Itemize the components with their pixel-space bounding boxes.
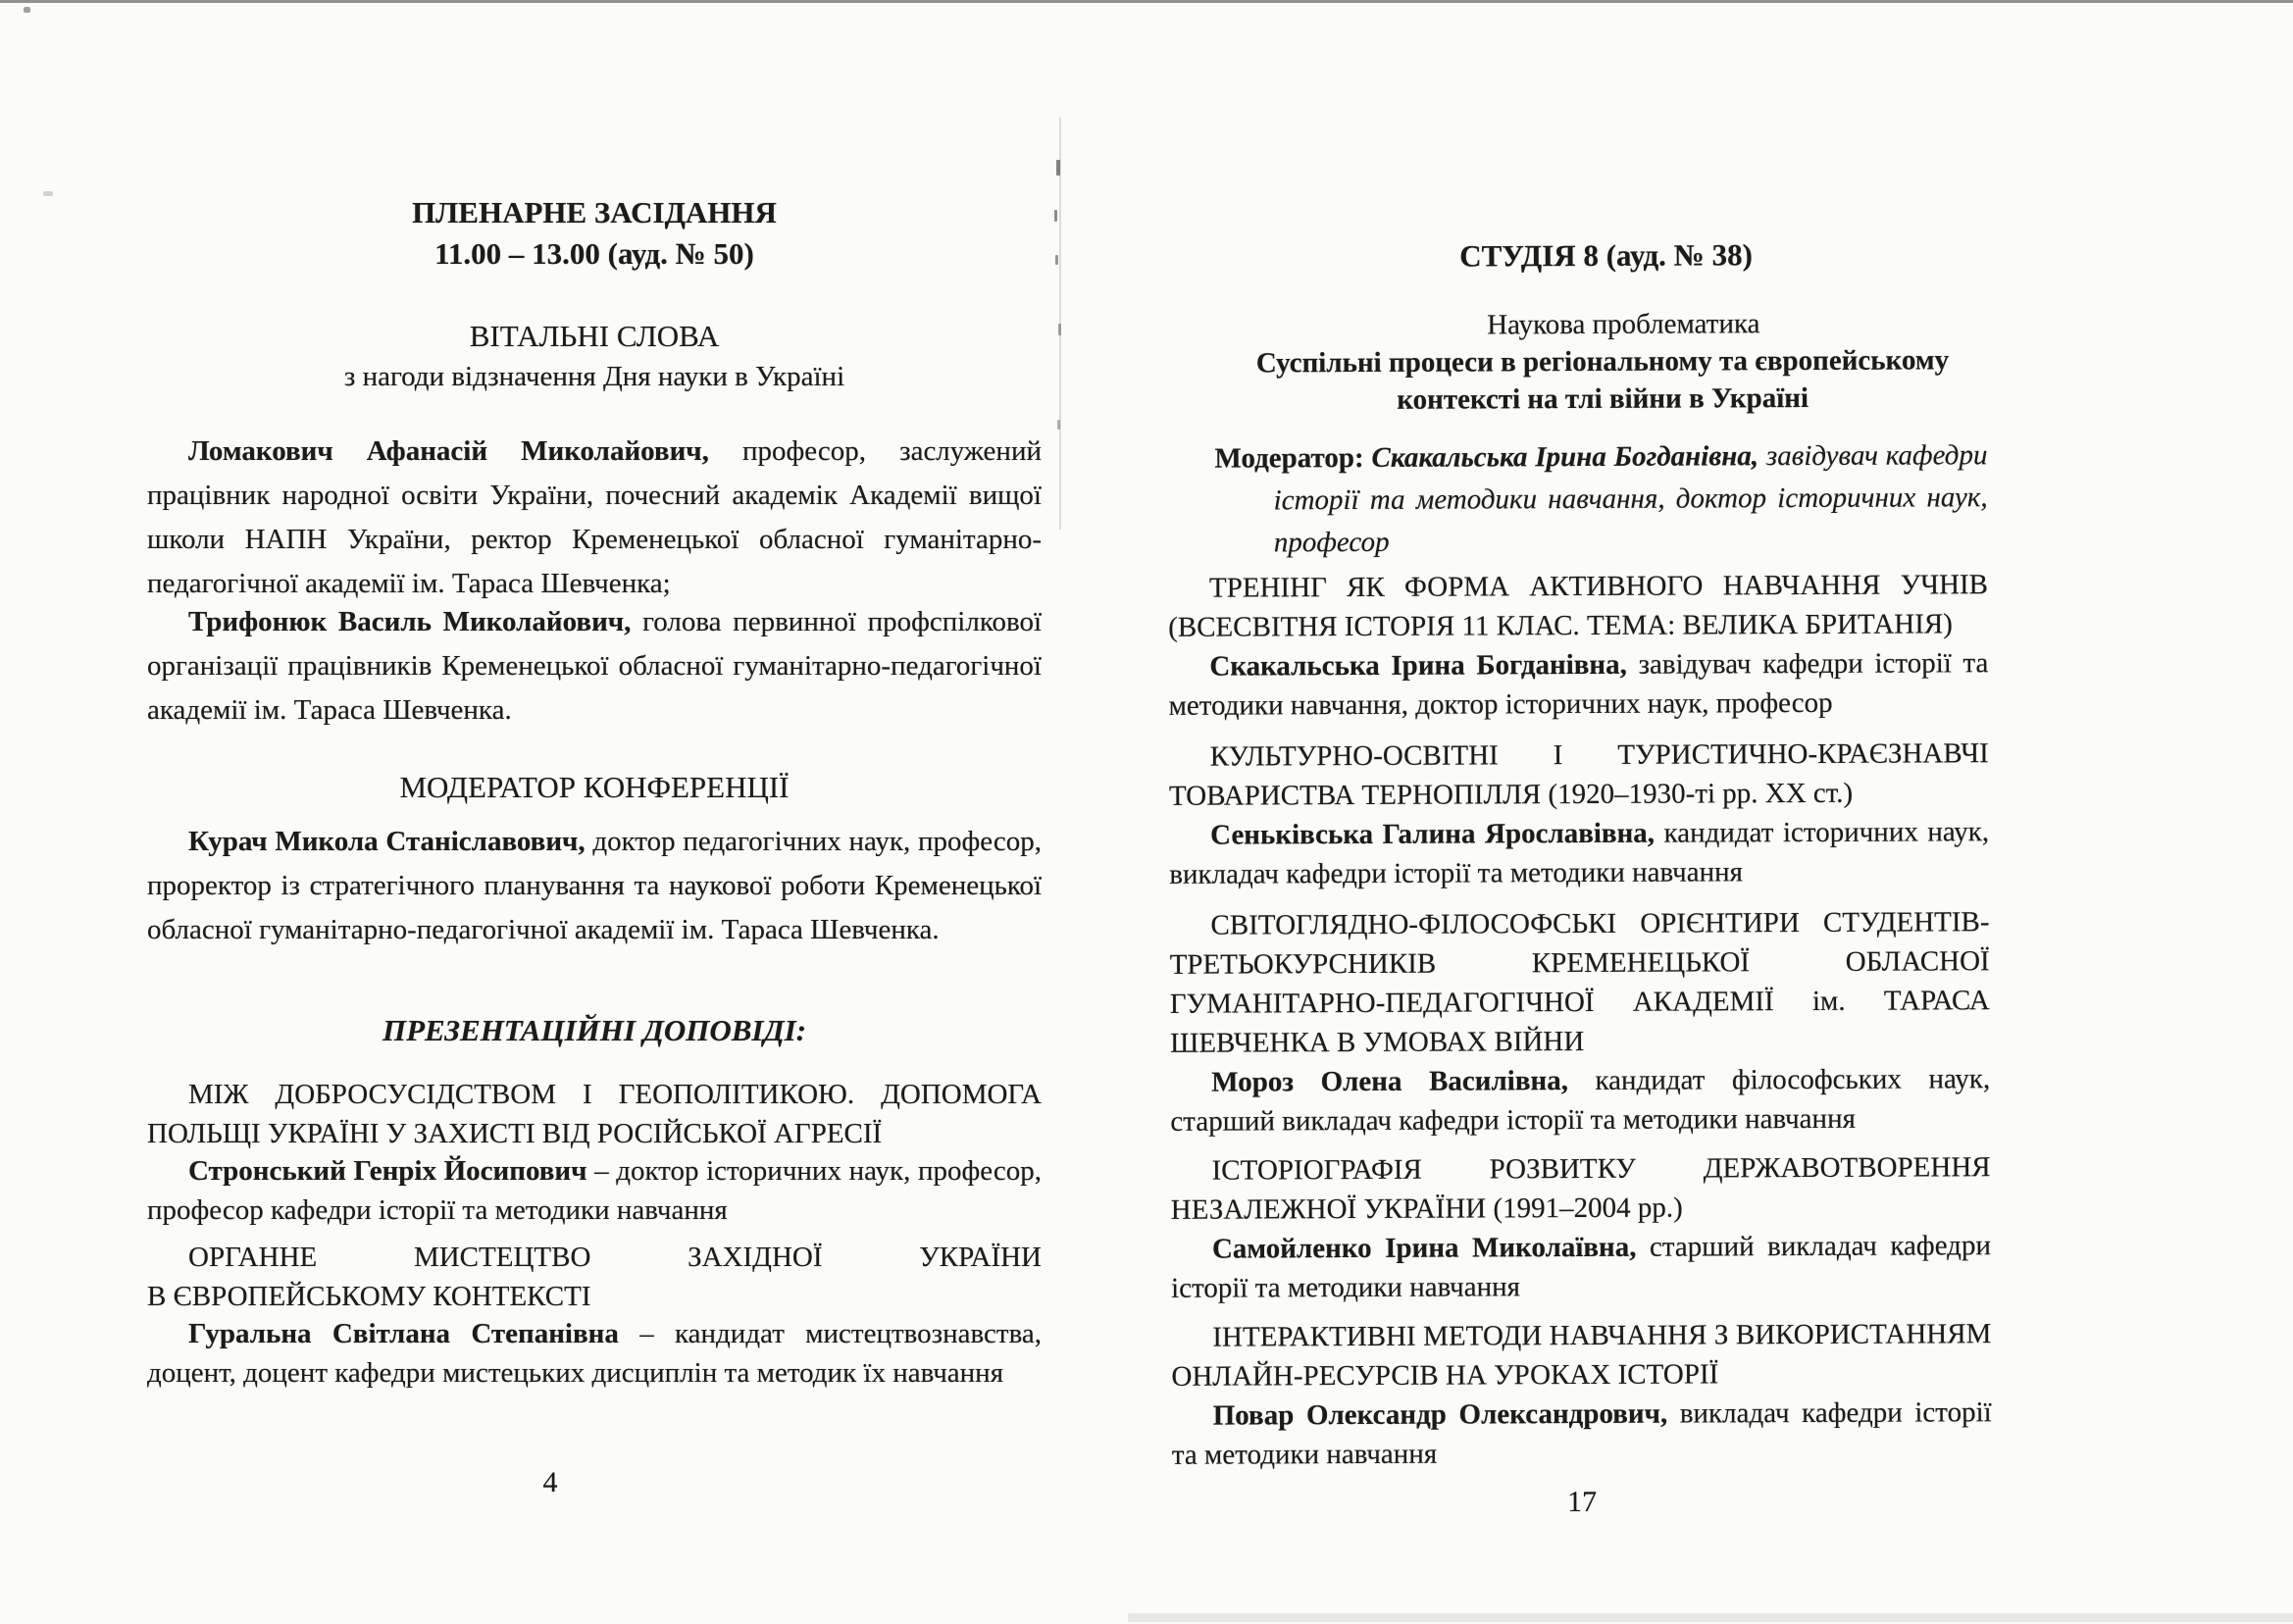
talk-title-line: ТРЕТЬОКУРСНИКІВ КРЕМЕНЕЦЬКОЇ ОБЛАСНОЇ: [1169, 945, 1990, 981]
session-time: 11.00 – 13.00 (ауд. № 50): [434, 236, 754, 271]
talk-speaker-role: – доктор історичних наук, професор, професор кафедри історії та методики навчання: [147, 1155, 1042, 1226]
studio-title: СТУДІЯ 8 (ауд. № 38): [1459, 237, 1753, 274]
topic-header: [1167, 304, 1987, 420]
moderator-name: Курач Микола Станіславович,: [188, 826, 586, 857]
talk-title: [1169, 734, 1989, 816]
talk-speaker-paragraph: [1172, 1393, 1992, 1475]
talk-title-line: ІСТОРІОГРАФІЯ РОЗВИТКУ ДЕРЖАВОТВОРЕННЯ: [1211, 1151, 1991, 1187]
talk-title: [147, 1238, 1042, 1316]
talk-speaker-role: кандидат історичних наук, викладач кафедри історії та методики навчання: [1169, 816, 1990, 890]
moderator-paragraph: [147, 820, 1042, 952]
talk-title-line: НЕЗАЛЕЖНОЇ УКРАЇНИ (1991–2004 рр.): [1170, 1192, 1683, 1226]
talk-speaker-name: Сеньківська Галина Ярославівна,: [1210, 817, 1656, 851]
talk-title: [1168, 565, 1988, 647]
speaker-name: Ломакович Афанасій Миколайович,: [188, 435, 709, 467]
moderator-heading: МОДЕРАТОР КОНФЕРЕНЦІЇ: [399, 770, 790, 804]
speaker-name: Трифонюк Василь Миколайович,: [188, 606, 632, 637]
talk-speaker-name: Скакальська Ірина Богданівна,: [1209, 648, 1627, 683]
moderator-block: [1167, 434, 1988, 565]
gutter-mark: [1058, 324, 1061, 335]
talk-title-line: ІНТЕРАКТИВНІ МЕТОДИ НАВЧАННЯ З ВИКОРИСТАННЯМ: [1212, 1318, 1992, 1353]
presentations-heading: ПРЕЗЕНТАЦІЙНІ ДОПОВІДІ:: [382, 1013, 807, 1047]
welcome-header: [147, 316, 1042, 396]
talk-title-line: ОРГАННЕ МИСТЕЦТВО ЗАХІДНОЇ УКРАЇНИ: [188, 1242, 1042, 1273]
speaker-role: голова первинної профспілкової організації працівників Кременецької обласної гуманітарно-педагогічної академії ім. Тараса Шевченка.: [147, 606, 1042, 726]
talk-title: [1169, 902, 1990, 1063]
page-number: 4: [542, 1466, 558, 1498]
moderator-role: доктор педагогічних наук, професор, проректор із стратегічного планування та наукової роботи Кременецької обласної гуманітарно-педагогічної академії ім. Тараса Шевченка.: [147, 826, 1042, 945]
topic-line: Суспільні процеси в регіональному та європейському: [1255, 344, 1950, 380]
gutter-mark: [1056, 160, 1060, 176]
talk-title-line: ШЕВЧЕНКА В УМОВАХ ВІЙНИ: [1169, 1025, 1585, 1059]
talk-title-line: КУЛЬТУРНО-ОСВІТНІ І ТУРИСТИЧНО-КРАЄЗНАВЧІ: [1209, 737, 1989, 773]
talk-speaker-paragraph: [1171, 1226, 1991, 1308]
talk-title: [147, 1075, 1042, 1153]
talk-speaker-paragraph: [1169, 812, 1989, 894]
talk-speaker-name: Мороз Олена Василівна,: [1211, 1065, 1568, 1098]
speaker-paragraph: [147, 430, 1042, 606]
talk-title-line: СВІТОГЛЯДНО-ФІЛОСОФСЬКІ ОРІЄНТИРИ СТУДЕНТІВ-: [1210, 906, 1990, 941]
talk-title-line: ТОВАРИСТВА ТЕРНОПІЛЛЯ (1920–1930-ті рр. ХХ ст.): [1168, 777, 1854, 812]
right-page: [1165, 0, 1992, 1624]
talk-title-line: ПОЛЬЩІ УКРАЇНІ У ЗАХИСТІ ВІД РОСІЙСЬКОЇ АГРЕСІЇ: [147, 1118, 883, 1149]
talk-title-line: (ВСЕСВІТНЯ ІСТОРІЯ 11 КЛАС. ТЕМА: ВЕЛИКА БРИТАНІЯ): [1168, 608, 1953, 643]
scan-artifact: [24, 7, 30, 13]
scan-artifact: [43, 191, 53, 196]
speaker-paragraph: [147, 600, 1042, 733]
talk-title-line: ГУМАНІТАРНО-ПЕДАГОГІЧНОЇ АКАДЕМІЇ ім. ТАРАСА: [1169, 985, 1990, 1020]
talk-speaker-paragraph: [1168, 643, 1988, 726]
talk-speaker-paragraph: [147, 1151, 1042, 1230]
talk-speaker-paragraph: [147, 1314, 1042, 1393]
topic-line: контексті на тлі війни в Україні: [1397, 381, 1809, 416]
session-header: [147, 192, 1042, 275]
talk-title-line: ОНЛАЙН-РЕСУРСІВ НА УРОКАХ ІСТОРІЇ: [1171, 1358, 1719, 1393]
welcome-heading: ВІТАЛЬНІ СЛОВА: [469, 319, 720, 353]
talk-speaker-role: кандидат філософських наук, старший викладач кафедри історії та методики навчання: [1170, 1063, 1991, 1138]
talk-speaker-role: викладач кафедри історії та методики навчання: [1171, 1396, 1992, 1471]
talk-speaker-role: – кандидат мистецтвознавства, доцент, доцент кафедри мистецьких дисциплін та методик їх навчання: [147, 1318, 1043, 1389]
gutter-mark: [1054, 210, 1057, 222]
talk-title-line: ТРЕНІНГ ЯК ФОРМА АКТИВНОГО НАВЧАННЯ УЧНІВ: [1208, 569, 1989, 604]
gutter-mark: [1055, 255, 1058, 265]
talk-speaker-paragraph: [1170, 1059, 1990, 1142]
talk-speaker-role: старший викладач кафедри історії та методики навчання: [1171, 1230, 1991, 1304]
gutter-mark: [1057, 420, 1060, 430]
talk-speaker-name: Повар Олександр Олександрович,: [1212, 1397, 1668, 1432]
talk-speaker-role: завідувач кафедри історії та методики навчання, доктор історичних наук, професор: [1168, 647, 1989, 722]
moderator-name: Скакальська Ірина Богданівна,: [1363, 440, 1759, 474]
page-number: 17: [1567, 1485, 1598, 1519]
talk-title-line: В ЄВРОПЕЙСЬКОМУ КОНТЕКСТІ: [147, 1281, 591, 1312]
topic-label: Наукова проблематика: [1487, 308, 1760, 341]
talk-title-line: МІЖ ДОБРОСУСІДСТВОМ І ГЕОПОЛІТИКОЮ. ДОПОМОГА: [188, 1079, 1042, 1110]
speaker-role: професор, заслужений працівник народної освіти України, почесний академік Академії вищої школи НАПН України, ректор Кременецької обласної гуманітарно-педагогічної академії ім. Тараса Шевченка;: [147, 435, 1042, 599]
moderator-label: Модератор:: [1214, 441, 1364, 475]
session-title: ПЛЕНАРНЕ ЗАСІДАННЯ: [412, 195, 777, 229]
moderator-role: завідувач кафедри історії та методики навчання, доктор історичних наук, професор: [1273, 439, 1988, 559]
talk-title: [1171, 1147, 1991, 1230]
talk-title: [1171, 1314, 1991, 1396]
left-page: [147, 0, 1042, 1622]
talk-speaker-name: Самойленко Ірина Миколаївна,: [1211, 1231, 1637, 1265]
talk-speaker-name: Гуральна Світлана Степанівна: [188, 1318, 619, 1349]
welcome-subheading: з нагоди відзначення Дня науки в Україні: [343, 361, 845, 392]
talk-speaker-name: Стронський Генріх Йосипович: [188, 1155, 587, 1187]
